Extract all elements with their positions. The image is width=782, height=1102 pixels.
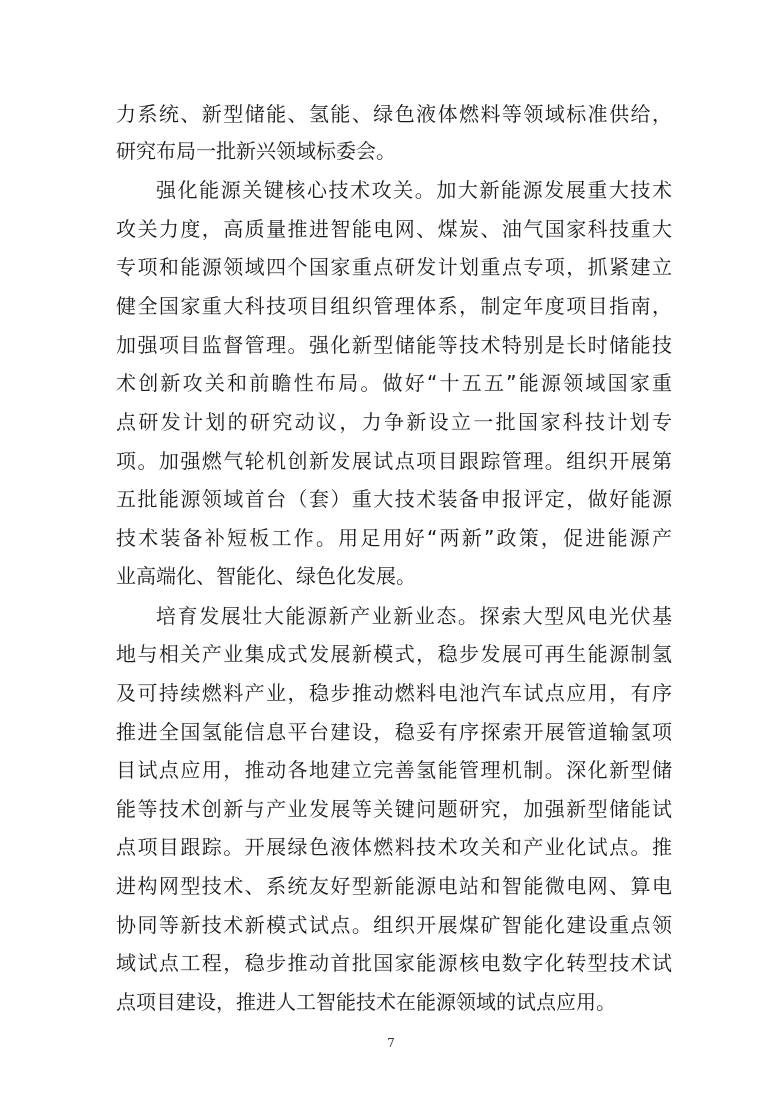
- paragraph-heading-line: 强化能源关键核心技术攻关。加大新能源发展重大技术: [156, 178, 672, 202]
- text-line: 业高端化、智能化、绿色化发展。: [116, 564, 416, 588]
- text-line: 攻关力度，高质量推进智能电网、煤炭、油气国家科技重大: [116, 217, 672, 241]
- text-line: 研究布局一批新兴领域标委会。: [116, 139, 396, 163]
- paragraph-heading-line: 培育发展壮大能源新产业新业态。探索大型风电光伏基: [156, 604, 672, 628]
- text-line: 域试点工程，稳步推动首批国家能源核电数字化转型技术试: [116, 951, 672, 975]
- text-line: 地与相关产业集成式发展新模式，稳步发展可再生能源制氢: [116, 642, 672, 666]
- text-line: 目试点应用，推动各地建立完善氢能管理机制。深化新型储: [116, 758, 672, 782]
- text-line: 技术装备补短板工作。用足用好“两新”政策，促进能源产: [116, 526, 672, 550]
- text-line: 项。加强燃气轮机创新发展试点项目跟踪管理。组织开展第: [116, 449, 672, 473]
- text-line: 点项目建设，推进人工智能技术在能源领域的试点应用。: [116, 990, 616, 1014]
- text-line: 及可持续燃料产业，稳步推动燃料电池汽车试点应用，有序: [116, 681, 672, 705]
- text-line: 术创新攻关和前瞻性布局。做好“十五五”能源领域国家重: [116, 371, 672, 395]
- text-line: 加强项目监督管理。强化新型储能等技术特别是长时储能技: [116, 333, 672, 357]
- text-line: 五批能源领域首台（套）重大技术装备申报评定，做好能源: [116, 487, 672, 511]
- text-line: 能等技术创新与产业发展等关键问题研究，加强新型储能试: [116, 797, 672, 821]
- text-line: 协同等新技术新模式试点。组织开展煤矿智能化建设重点领: [116, 913, 672, 937]
- text-line: 点研发计划的研究动议，力争新设立一批国家科技计划专: [116, 410, 672, 434]
- text-line: 健全国家重大科技项目组织管理体系，制定年度项目指南，: [116, 294, 672, 318]
- page-number: 7: [387, 1036, 395, 1050]
- text-line: 进构网型技术、系统友好型新能源电站和智能微电网、算电: [116, 874, 672, 898]
- text-line: 专项和能源领域四个国家重点研发计划重点专项，抓紧建立: [116, 255, 672, 279]
- text-line: 点项目跟踪。开展绿色液体燃料技术攻关和产业化试点。推: [116, 835, 672, 859]
- text-line: 推进全国氢能信息平台建设，稳妥有序探索开展管道输氢项: [116, 720, 672, 744]
- text-line: 力系统、新型储能、氢能、绿色液体燃料等领域标准供给，: [116, 102, 672, 126]
